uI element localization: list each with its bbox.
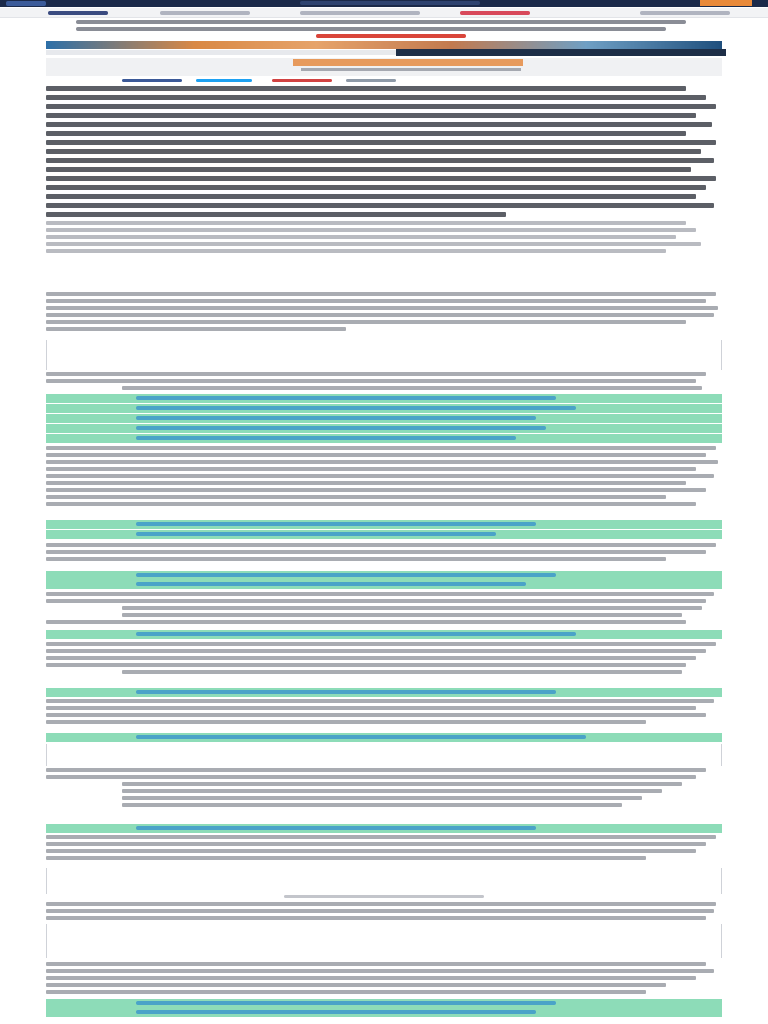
text-line [46,212,506,217]
top-bar [0,0,768,7]
hero-image [46,41,722,49]
article-paragraph [46,962,722,997]
text-line [46,990,646,994]
top-bar-text [300,1,480,5]
article-paragraph [46,699,722,727]
highlight-row[interactable] [46,733,722,742]
text-line [46,842,706,846]
text-line [46,131,686,136]
highlight-row[interactable] [46,824,722,833]
text-line [46,976,696,980]
highlight-row[interactable] [46,1008,722,1017]
text-line [46,699,714,703]
text-line [46,221,686,225]
headline-line [76,27,666,31]
text-line [46,167,691,172]
text-line [46,379,696,383]
related-link[interactable] [136,1010,536,1014]
text-line [46,249,666,253]
text-line [46,663,686,667]
text-line [46,713,706,717]
subscribe-button[interactable] [700,0,752,6]
highlight-row[interactable] [46,520,722,529]
related-link[interactable] [136,573,556,577]
text-line [46,620,686,624]
text-line [46,158,714,163]
text-line [46,909,714,913]
related-link[interactable] [136,690,556,694]
article-paragraph [46,292,722,334]
highlight-row[interactable] [46,999,722,1008]
text-line [46,856,646,860]
article-paragraph [46,835,722,863]
navigation-bar [0,8,768,18]
nav-item-section-3[interactable] [640,11,730,15]
article-headline [46,19,722,41]
highlight-row[interactable] [46,630,722,639]
text-line [46,113,696,118]
text-line [46,149,701,154]
author-badge[interactable] [293,59,523,66]
article-paragraph [46,642,722,677]
highlight-row[interactable] [46,394,722,403]
text-line [46,849,696,853]
text-line [46,194,696,199]
text-line [46,481,686,485]
nav-item-section-2[interactable] [300,11,420,15]
highlight-row[interactable] [46,580,722,589]
text-line [46,656,696,660]
nav-item-featured[interactable] [460,11,530,15]
headline-tag[interactable] [316,34,466,38]
text-line [46,299,706,303]
text-line [46,543,716,547]
highlight-row[interactable] [46,424,722,433]
text-line [46,242,701,246]
text-line [46,140,716,145]
related-link[interactable] [136,1001,556,1005]
text-line [46,185,706,190]
text-line [46,775,696,779]
facebook-share-icon[interactable] [122,79,182,82]
heading-line [284,895,484,898]
share-buttons [46,79,722,83]
article-paragraph [46,768,722,810]
text-line [46,176,716,181]
text-line [46,550,706,554]
site-logo[interactable] [6,1,46,6]
text-line [46,467,696,471]
twitter-share-icon[interactable] [196,79,252,82]
text-line [46,706,696,710]
highlight-row[interactable] [46,434,722,443]
text-line [46,292,716,296]
nav-item-section-1[interactable] [160,11,250,15]
text-line [46,768,706,772]
text-line [46,372,706,376]
article-paragraph [46,592,722,627]
text-line [46,453,706,457]
text-line [46,962,706,966]
related-link[interactable] [136,522,536,526]
related-link[interactable] [136,406,576,410]
related-link[interactable] [136,632,576,636]
related-link[interactable] [136,416,536,420]
headline-line [76,20,686,24]
text-line [46,835,716,839]
text-line [122,613,682,617]
text-line [46,320,686,324]
hero-overlay-bar [396,49,726,56]
text-line [46,916,706,920]
text-line [46,502,696,506]
text-line [46,969,714,973]
pinterest-share-icon[interactable] [272,79,332,82]
text-line [46,557,666,561]
text-line [122,386,702,390]
article-paragraph [46,446,722,509]
text-line [46,86,686,91]
text-line [46,474,714,478]
related-link[interactable] [136,436,516,440]
text-line [46,488,706,492]
article-meta [301,68,521,71]
text-line [46,313,714,317]
article-intro [46,86,722,256]
highlight-row[interactable] [46,688,722,697]
ad-slot[interactable] [46,924,722,958]
author-panel [46,58,722,76]
email-share-icon[interactable] [346,79,396,82]
text-line [46,122,712,127]
highlight-row[interactable] [46,404,722,413]
text-line [122,796,642,800]
ad-slot[interactable] [46,868,722,894]
related-link[interactable] [136,735,586,739]
text-line [122,789,662,793]
text-line [46,720,646,724]
highlight-row[interactable] [46,571,722,580]
text-line [46,306,718,310]
text-line [46,649,706,653]
highlight-row[interactable] [46,414,722,423]
nav-item-home[interactable] [48,11,108,15]
text-line [122,782,682,786]
text-line [46,95,706,100]
ad-slot[interactable] [46,744,722,766]
related-link[interactable] [136,426,546,430]
highlight-row[interactable] [46,530,722,539]
text-line [46,327,346,331]
text-line [46,104,716,109]
related-link[interactable] [136,582,526,586]
article-paragraph [46,543,722,564]
text-line [122,803,622,807]
text-line [46,599,706,603]
article-paragraph [46,372,722,393]
text-line [46,446,716,450]
article-paragraph [46,902,722,923]
section-heading [46,895,722,899]
text-line [46,642,716,646]
text-line [46,983,666,987]
text-line [122,670,682,674]
text-line [46,460,718,464]
related-link[interactable] [136,532,496,536]
related-link[interactable] [136,396,556,400]
ad-slot[interactable] [46,340,722,370]
related-link[interactable] [136,826,536,830]
text-line [46,495,666,499]
text-line [46,203,714,208]
text-line [46,235,676,239]
text-line [46,902,716,906]
text-line [46,592,714,596]
text-line [46,228,696,232]
text-line [122,606,702,610]
